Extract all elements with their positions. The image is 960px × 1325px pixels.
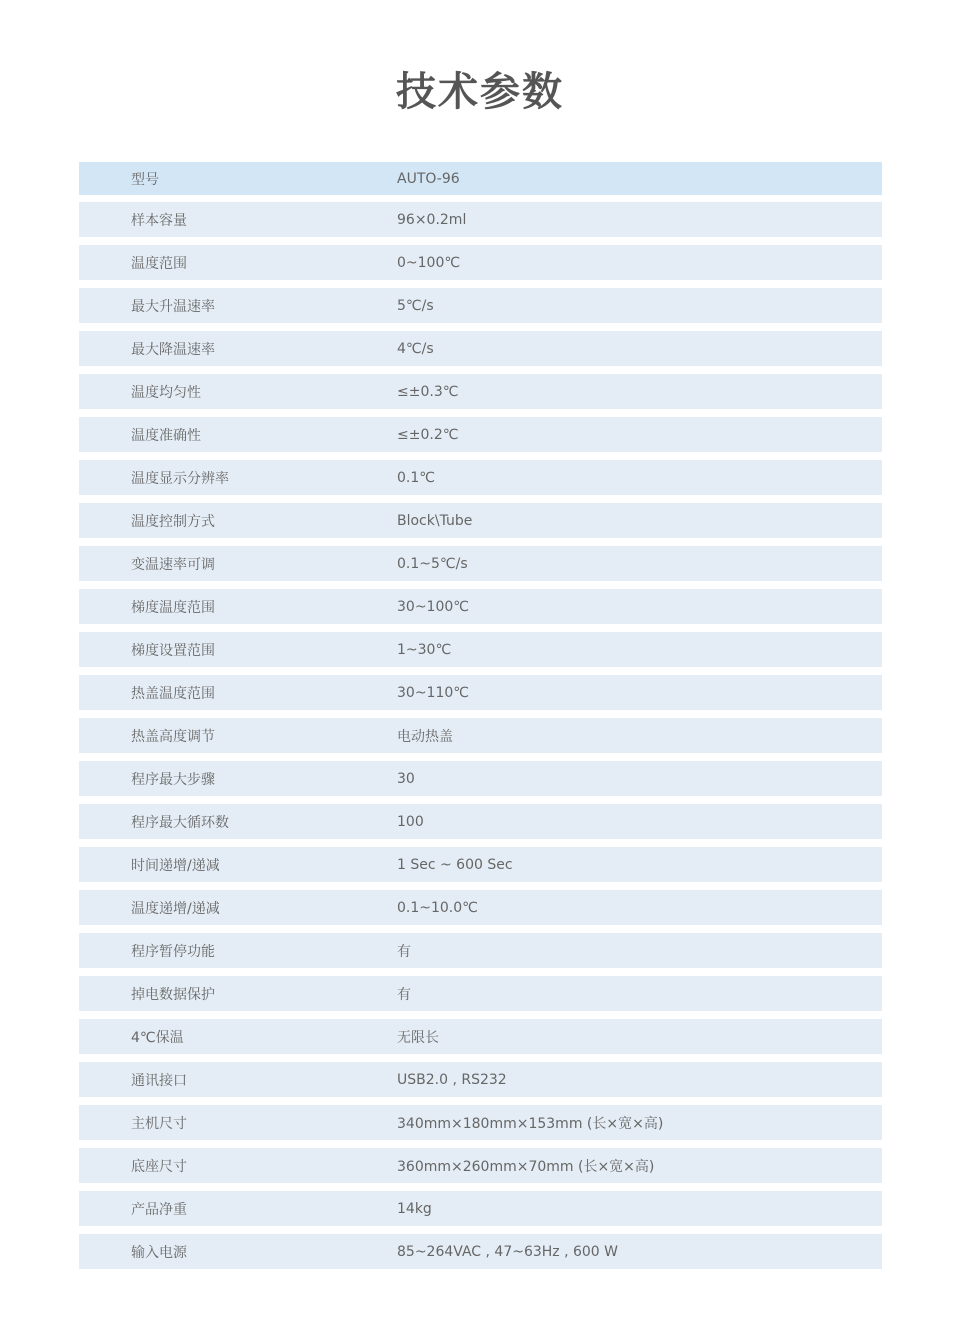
spec-row <box>79 460 882 495</box>
spec-label: 变温速率可调 <box>131 556 215 573</box>
spec-row <box>79 933 882 968</box>
spec-label: 主机尺寸 <box>131 1115 187 1132</box>
spec-label: 底座尺寸 <box>131 1158 187 1175</box>
spec-value: 0.1~10.0℃ <box>397 899 478 916</box>
spec-value: 30 <box>397 770 415 787</box>
spec-value: 340mm×180mm×153mm (长×宽×高) <box>397 1115 664 1132</box>
spec-label: 热盖高度调节 <box>131 728 215 745</box>
spec-row <box>79 288 882 323</box>
spec-row <box>79 1019 882 1054</box>
spec-value: 100 <box>397 813 424 830</box>
spec-label: 温度显示分辨率 <box>131 470 229 487</box>
spec-label: 温度范围 <box>131 255 187 272</box>
spec-label: 程序最大循环数 <box>131 814 229 831</box>
spec-label: 型号 <box>131 171 159 188</box>
spec-row <box>79 245 882 280</box>
spec-value: 电动热盖 <box>397 728 453 745</box>
spec-label: 热盖温度范围 <box>131 685 215 702</box>
spec-row <box>79 331 882 366</box>
spec-row <box>79 632 882 667</box>
spec-label: 产品净重 <box>131 1201 187 1218</box>
spec-value: ≤±0.3℃ <box>397 383 459 400</box>
spec-label: 最大降温速率 <box>131 341 215 358</box>
spec-value: 0.1~5℃/s <box>397 555 468 572</box>
spec-label: 样本容量 <box>131 212 187 229</box>
spec-value: 4℃/s <box>397 340 434 357</box>
spec-table <box>79 162 882 1277</box>
spec-row <box>79 546 882 581</box>
spec-row <box>79 1062 882 1097</box>
spec-row <box>79 417 882 452</box>
spec-header-row <box>79 162 882 195</box>
spec-value: Block\Tube <box>397 512 473 529</box>
spec-label: 温度递增/递减 <box>131 900 220 917</box>
spec-row <box>79 675 882 710</box>
spec-value: 1 Sec ~ 600 Sec <box>397 856 513 873</box>
spec-label: 温度均匀性 <box>131 384 201 401</box>
spec-value: 360mm×260mm×70mm (长×宽×高) <box>397 1158 655 1175</box>
spec-label: 掉电数据保护 <box>131 986 215 1003</box>
spec-row <box>79 761 882 796</box>
spec-label: 温度准确性 <box>131 427 201 444</box>
spec-value: 96×0.2ml <box>397 211 467 228</box>
spec-label: 程序最大步骤 <box>131 771 215 788</box>
spec-label: 输入电源 <box>131 1244 187 1261</box>
spec-value: AUTO-96 <box>397 170 460 187</box>
spec-value: 有 <box>397 943 411 960</box>
spec-value: 30~100℃ <box>397 598 469 615</box>
spec-value: 14kg <box>397 1200 432 1217</box>
spec-value: 30~110℃ <box>397 684 469 701</box>
spec-value: 0~100℃ <box>397 254 461 271</box>
spec-label: 梯度温度范围 <box>131 599 215 616</box>
spec-row <box>79 1234 882 1269</box>
spec-row <box>79 202 882 237</box>
spec-row <box>79 1148 882 1183</box>
spec-label: 程序暂停功能 <box>131 943 215 960</box>
spec-label: 温度控制方式 <box>131 513 215 530</box>
spec-value: 无限长 <box>397 1029 439 1046</box>
spec-row <box>79 1105 882 1140</box>
spec-label: 梯度设置范围 <box>131 642 215 659</box>
spec-value: 有 <box>397 986 411 1003</box>
spec-row <box>79 718 882 753</box>
spec-row <box>79 374 882 409</box>
spec-value: 85~264VAC , 47~63Hz , 600 W <box>397 1243 619 1260</box>
spec-row <box>79 503 882 538</box>
spec-label: 最大升温速率 <box>131 298 215 315</box>
spec-value: USB2.0 , RS232 <box>397 1071 507 1088</box>
spec-value: ≤±0.2℃ <box>397 426 459 443</box>
page-title: 技术参数 <box>396 69 564 115</box>
spec-row <box>79 976 882 1011</box>
spec-row <box>79 1191 882 1226</box>
spec-value: 0.1℃ <box>397 469 435 486</box>
spec-value: 5℃/s <box>397 297 434 314</box>
spec-label: 通讯接口 <box>131 1072 187 1089</box>
spec-row <box>79 847 882 882</box>
spec-value: 1~30℃ <box>397 641 452 658</box>
spec-row <box>79 804 882 839</box>
spec-label: 4℃保温 <box>131 1029 184 1046</box>
spec-label: 时间递增/递减 <box>131 857 220 874</box>
spec-row <box>79 589 882 624</box>
spec-row <box>79 890 882 925</box>
